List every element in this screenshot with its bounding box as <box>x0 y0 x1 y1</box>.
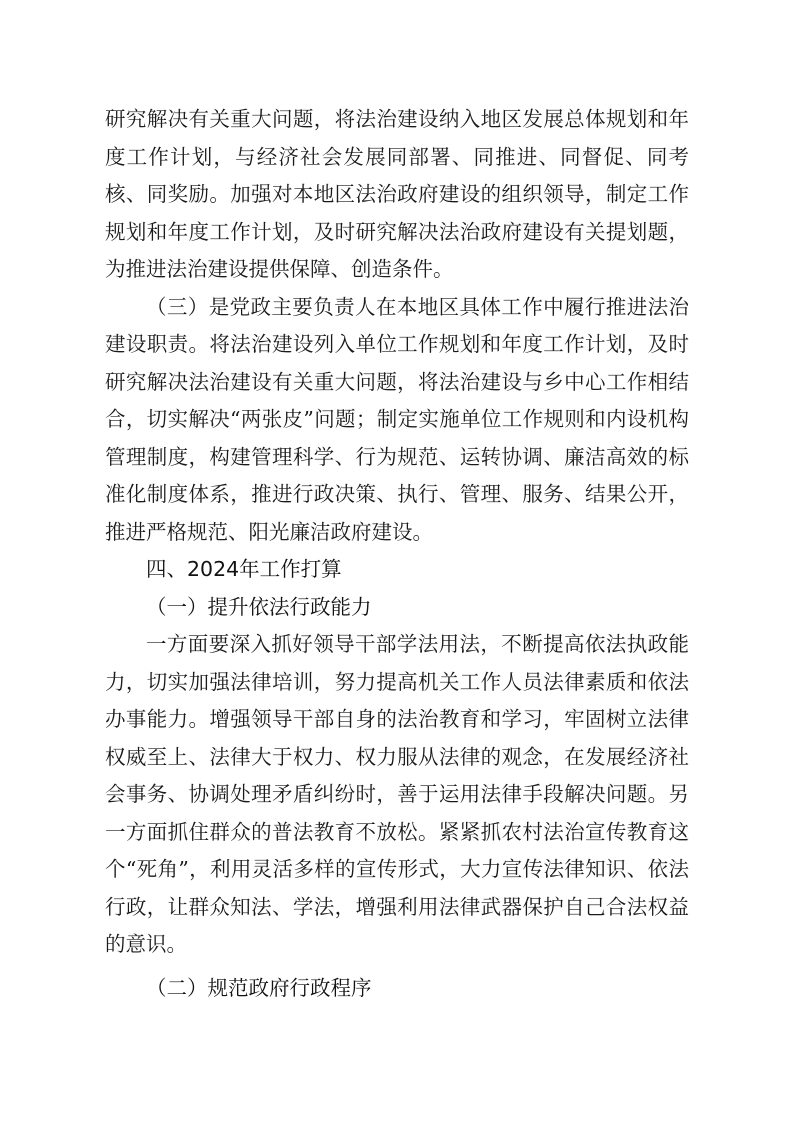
document-body <box>105 101 689 1007</box>
paragraph-law-education: 一方面要深入抓好领导干部学法用法，不断提高依法执政能力，切实加强法律培训，努力提高机关工作人员法律素质和依法办事能力。增强领导干部自身的法治教育和学习，牢固树立法律权威至上、法律大于权力、权力服从法律的观念，在发展经济社会事务、协调处理矛盾纠纷时，善于运用法律手段解决问题。另一方面抓住群众的普法教育不放松。紧紧抓农村法治宣传教育这个“死角”，利用灵活多样的宣传形式，大力宣传法律知识、依法行政，让群众知法、学法，增强利用法律武器保护自己合法权益的意识。 <box>105 632 689 956</box>
paragraph-continuation: 研究解决有关重大问题，将法治建设纳入地区发展总体规划和年度工作计划，与经济社会发展同部署、同推进、同督促、同考核、同奖励。加强对本地区法治政府建设的组织领导，制定工作规划和年度工作计划，及时研究解决法治政府建设有关提划题，为推进法治建设提供保障、创造条件。 <box>105 107 689 281</box>
paragraph-party-leaders-duty: （三）是党政主要负责人在本地区具体工作中履行推进法治建设职责。将法治建设列入单位工作规划和年度工作计划，及时研究解决法治建设有关重大问题，将法治建设与乡中心工作相结合，切实解决“两张皮”问题；制定实施单位工作规则和内设机构管理制度，构建管理科学、行为规范、运转协调、廉洁高效的标准化制度体系，推进行政决策、执行、管理、服务、结果公开，推进严格规范、阳光廉洁政府建设。 <box>105 294 689 544</box>
subheading-improve-administration: （一）提升依法行政能力 <box>146 594 372 619</box>
section-heading-2024-plan: 四、2024年工作打算 <box>146 557 342 581</box>
subheading-standardize-procedures: （二）规范政府行政程序 <box>146 975 372 1000</box>
